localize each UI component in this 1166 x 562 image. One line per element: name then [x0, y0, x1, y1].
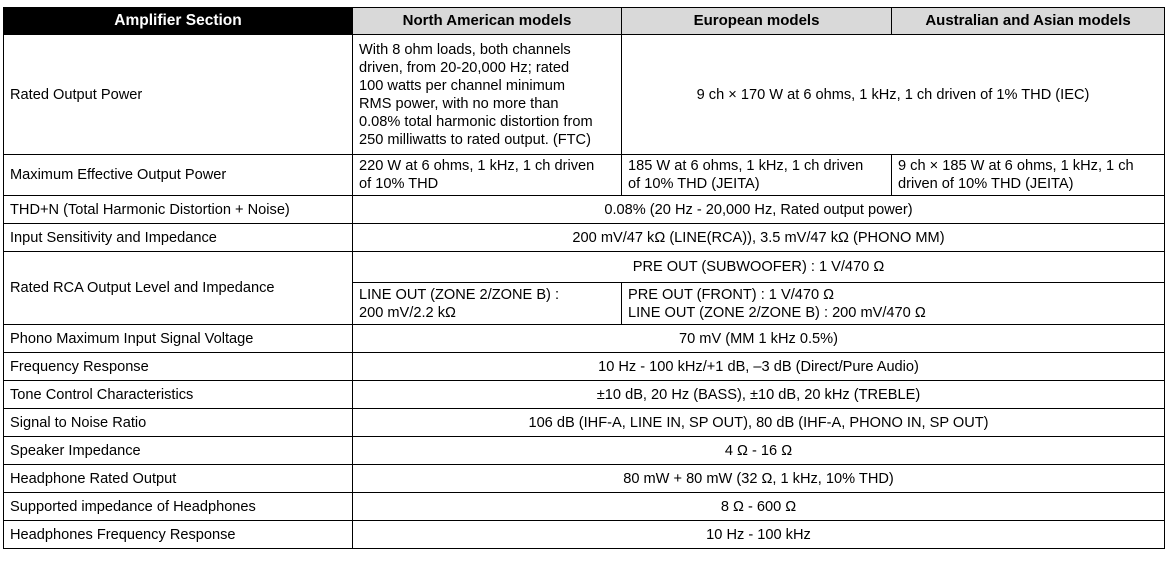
all-regions-value: 4 Ω - 16 Ω — [353, 437, 1165, 465]
table-row — [4, 353, 1165, 381]
north-american-value: With 8 ohm loads, both channels driven, from 20-20,000 Hz; rated 100 watts per channel minimum RMS power, with no more than 0.08% total harmonic distortion from 250 milliwatts to rated output. (FTC) — [353, 35, 622, 155]
european-value: 185 W at 6 ohms, 1 kHz, 1 ch driven of 10% THD (JEITA) — [622, 155, 892, 196]
section-header: Amplifier Section — [4, 8, 353, 35]
row-label: Tone Control Characteristics — [4, 381, 353, 409]
table-row — [4, 196, 1165, 224]
european-header: European models — [622, 8, 892, 35]
amplifier-spec-table — [3, 7, 1165, 549]
row-label: Supported impedance of Headphones — [4, 493, 353, 521]
other-regions-value: PRE OUT (FRONT) : 1 V/470 Ω LINE OUT (ZONE 2/ZONE B) : 200 mV/470 Ω — [622, 283, 1165, 325]
row-label: Rated RCA Output Level and Impedance — [4, 252, 353, 325]
other-regions-value: 9 ch × 170 W at 6 ohms, 1 kHz, 1 ch driven of 1% THD (IEC) — [622, 35, 1165, 155]
all-regions-value: 80 mW + 80 mW (32 Ω, 1 kHz, 10% THD) — [353, 465, 1165, 493]
table-row — [4, 224, 1165, 252]
row-label: Input Sensitivity and Impedance — [4, 224, 353, 252]
table-row — [4, 252, 1165, 283]
row-label: Headphone Rated Output — [4, 465, 353, 493]
row-label: Signal to Noise Ratio — [4, 409, 353, 437]
all-regions-value: 0.08% (20 Hz - 20,000 Hz, Rated output power) — [353, 196, 1165, 224]
row-label: THD+N (Total Harmonic Distortion + Noise) — [4, 196, 353, 224]
table-row — [4, 155, 1165, 196]
north-american-header: North American models — [353, 8, 622, 35]
australian-asian-value: 9 ch × 185 W at 6 ohms, 1 kHz, 1 ch driven of 10% THD (JEITA) — [892, 155, 1165, 196]
all-regions-value: ±10 dB, 20 Hz (BASS), ±10 dB, 20 kHz (TREBLE) — [353, 381, 1165, 409]
subwoofer-value: PRE OUT (SUBWOOFER) : 1 V/470 Ω — [353, 252, 1165, 283]
all-regions-value: 10 Hz - 100 kHz/+1 dB, –3 dB (Direct/Pure Audio) — [353, 353, 1165, 381]
all-regions-value: 8 Ω - 600 Ω — [353, 493, 1165, 521]
row-label: Maximum Effective Output Power — [4, 155, 353, 196]
all-regions-value: 200 mV/47 kΩ (LINE(RCA)), 3.5 mV/47 kΩ (PHONO MM) — [353, 224, 1165, 252]
row-label: Speaker Impedance — [4, 437, 353, 465]
australian-asian-header: Australian and Asian models — [892, 8, 1165, 35]
all-regions-value: 10 Hz - 100 kHz — [353, 521, 1165, 549]
all-regions-value: 106 dB (IHF-A, LINE IN, SP OUT), 80 dB (IHF-A, PHONO IN, SP OUT) — [353, 409, 1165, 437]
all-regions-value: 70 mV (MM 1 kHz 0.5%) — [353, 325, 1165, 353]
row-label: Frequency Response — [4, 353, 353, 381]
table-row — [4, 465, 1165, 493]
row-label: Phono Maximum Input Signal Voltage — [4, 325, 353, 353]
table-row — [4, 521, 1165, 549]
table-row — [4, 493, 1165, 521]
table-row — [4, 325, 1165, 353]
table-row — [4, 409, 1165, 437]
row-label: Rated Output Power — [4, 35, 353, 155]
table-row — [4, 437, 1165, 465]
table-row — [4, 35, 1165, 155]
north-american-value: 220 W at 6 ohms, 1 kHz, 1 ch driven of 10% THD — [353, 155, 622, 196]
row-label: Headphones Frequency Response — [4, 521, 353, 549]
north-american-value: LINE OUT (ZONE 2/ZONE B) : 200 mV/2.2 kΩ — [353, 283, 622, 325]
header-row — [4, 8, 1165, 35]
table-row — [4, 381, 1165, 409]
